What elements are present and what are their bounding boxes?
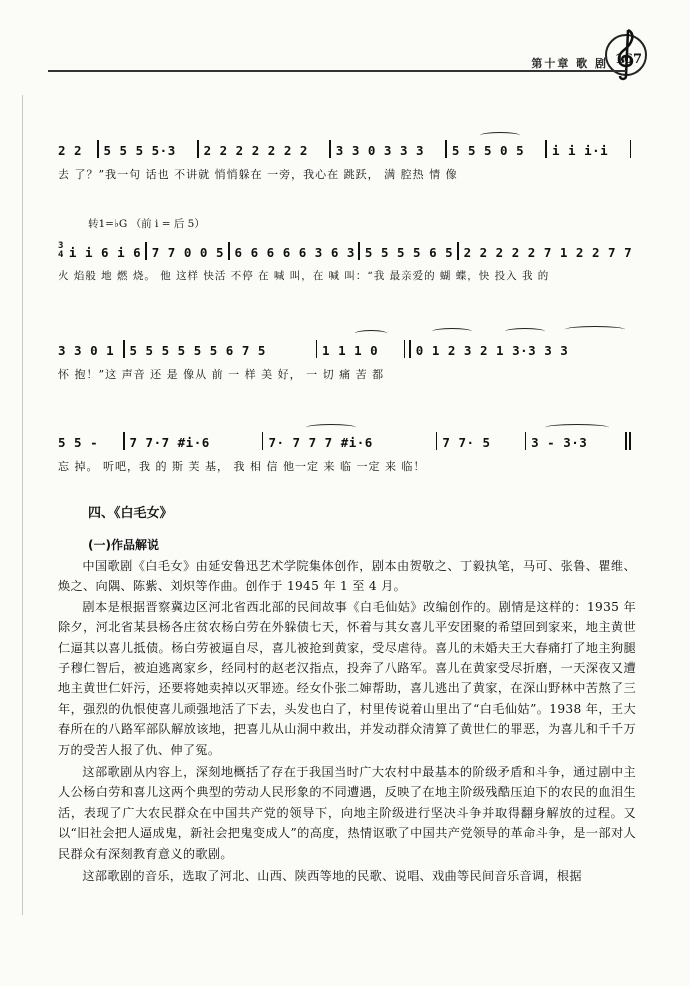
measure: 2 2 2 2 2 2 2 <box>203 143 308 158</box>
measure: 2 2 <box>58 143 83 158</box>
notation-line <box>58 338 633 358</box>
measure: 3 3 0 3 3 3 <box>335 143 425 158</box>
lyrics-line: 火 焰般 地 燃 烧。 他 这样 快活 不停 在 喊 叫，在 喊 叫：“我 最亲爱的 蝴 蝶，快 投入 我 的 <box>58 270 550 282</box>
barline <box>525 432 527 450</box>
score-system-1 <box>58 138 633 182</box>
slur <box>480 132 520 139</box>
barline <box>145 242 147 260</box>
lyrics-line: 去 了？”我一句 话也 不讲就 悄悄躲在 一旁，我心在 跳跃， 满 腔热 情 像 <box>58 168 458 181</box>
section-title: 四、《白毛女》 <box>88 506 173 521</box>
barline <box>358 242 360 260</box>
measure: 7 7· 5 <box>442 435 491 450</box>
margin-rule <box>22 95 23 915</box>
slur <box>355 330 387 337</box>
measure: i i i·i <box>551 143 609 158</box>
measure: 7· 7 7 7 #i·6 <box>268 435 373 450</box>
paragraph: 这部歌剧从内容上，深刻地概括了存在于我国当时广大农村中最基本的阶级矛盾和斗争，通过剧中主人公杨白劳和喜儿这两个典型的劳动人民形象的不同遭遇，反映了在地主阶级残酷压迫下的农民的血泪生活，表现了广大农民群众在中国共产党的领导下，向地主阶级进行坚决斗争并取得翻身解放的过程。又以“旧社会把人逼成鬼，新社会把鬼变成人”的高度，热情讴歌了中国共产党领导的革命斗争，是一部对人民群众有深刻教育意义的歌剧。 <box>58 765 636 861</box>
measure: 1 1 1 0 <box>322 343 379 358</box>
notation-line <box>58 138 633 158</box>
notation-line <box>58 430 633 450</box>
slur <box>432 328 472 335</box>
barline <box>197 140 199 158</box>
barline <box>445 140 447 158</box>
score-system-4 <box>58 430 633 474</box>
measure: 2 2 2 2 2 7 1 2 2 7 7 <box>463 245 633 260</box>
lyrics-line: 怀 抱！”这 声音 还 是 像从 前 一 样 美 好， 一 切 痛 苦 都 <box>58 368 385 381</box>
barline <box>436 432 438 450</box>
score-system-3 <box>58 338 633 382</box>
barline <box>457 242 459 260</box>
subsection-title: (一)作品解说 <box>88 538 159 552</box>
measure: 3 - 3·3 <box>531 435 588 450</box>
measure: 5 5 5 5 5 5 6 7 5 <box>129 343 266 358</box>
measure: 5 5 5 5 6 5 <box>364 245 454 260</box>
barline <box>123 340 125 358</box>
barline <box>329 140 331 158</box>
barline <box>123 432 125 450</box>
barline <box>404 340 406 358</box>
measure: 0 1 2 3 2 1 3·3 3 3 <box>415 343 569 358</box>
measure: 5 5 5 5·3 <box>103 143 176 158</box>
paragraph: 中国歌剧《白毛女》由延安鲁迅艺术学院集体创作，剧本由贺敬之、丁毅执笔，马可、张鲁、瞿维、焕之、向隅、陈紫、刘炽等作曲。创作于 1945 年 1 至 4 月。 <box>58 559 636 594</box>
barline <box>409 340 411 358</box>
final-barline <box>625 432 627 450</box>
barline <box>630 140 632 158</box>
measure: 7 7 0 0 5 <box>151 245 224 260</box>
page-number: 167 <box>614 52 642 67</box>
measure: 6 6 6 6 6 3 6 3 <box>234 245 355 260</box>
slur <box>545 424 609 431</box>
barline <box>316 340 318 358</box>
measure: 7 7·7 #i·6 <box>129 435 210 450</box>
barline <box>262 432 264 450</box>
barline <box>228 242 230 260</box>
lyrics-line: 忘 掉。 听吧，我 的 斯 芙 基， 我 相 信 他一定 来 临 一定 来 临！ <box>58 460 426 473</box>
barline <box>545 140 547 158</box>
body-text <box>58 556 636 887</box>
chapter-header: 第十章 歌 剧 <box>531 57 608 70</box>
paragraph: 剧本是根据晋察冀边区河北省西北部的民间故事《白毛仙姑》改编创作的。剧情是这样的：1935 年除夕，河北省某县杨各庄贫农杨白劳在外躲债七天，怀着与其女喜儿平安团聚的希望回到家来，地主黄世仁逼其以喜儿抵债。杨白劳被逼自尽，喜儿被抢到黄家，受尽虐待。喜儿的未婚夫王大春痛打了地主狗腿子穆仁智后，被迫逃离家乡，经同村的赵老汉指点，投奔了八路军。喜儿在黄家受尽折磨，一天深夜又遭地主黄世仁奸污，还要将她卖掉以灭罪迹。经女仆张二婶帮助，喜儿逃出了黄家，在深山野林中苦熬了三年，强烈的仇恨使喜儿顽强地活了下去，头发也白了，村里传说着山里出了“白毛仙姑”。1938 年，王大春所在的八路军部队解放该地，把喜儿从山洞中救出，并发动群众清算了黄世仁的罪恶，为喜儿和千千万万的受苦人报了仇、伸了冤。 <box>58 599 636 757</box>
score-system-2 <box>58 240 633 283</box>
paragraph: 这部歌剧的音乐，选取了河北、山西、陕西等地的民歌、说唱、戏曲等民间音乐音调，根据 <box>82 869 582 884</box>
header-rule <box>48 70 626 72</box>
slur <box>306 424 356 431</box>
slur <box>565 326 625 333</box>
notation-line <box>58 240 633 260</box>
measure: i i 6 i 6 <box>68 245 142 260</box>
barline <box>97 140 99 158</box>
measure: 3 3 0 1 <box>58 343 115 358</box>
measure: 5 5 - <box>58 435 99 450</box>
measure: 5 5 5 0 5 <box>451 143 525 158</box>
time-signature: 3 4 <box>58 241 64 260</box>
slur <box>505 328 545 335</box>
key-change-marking: 转1=♭G （前 i = 后 5） <box>88 218 205 230</box>
